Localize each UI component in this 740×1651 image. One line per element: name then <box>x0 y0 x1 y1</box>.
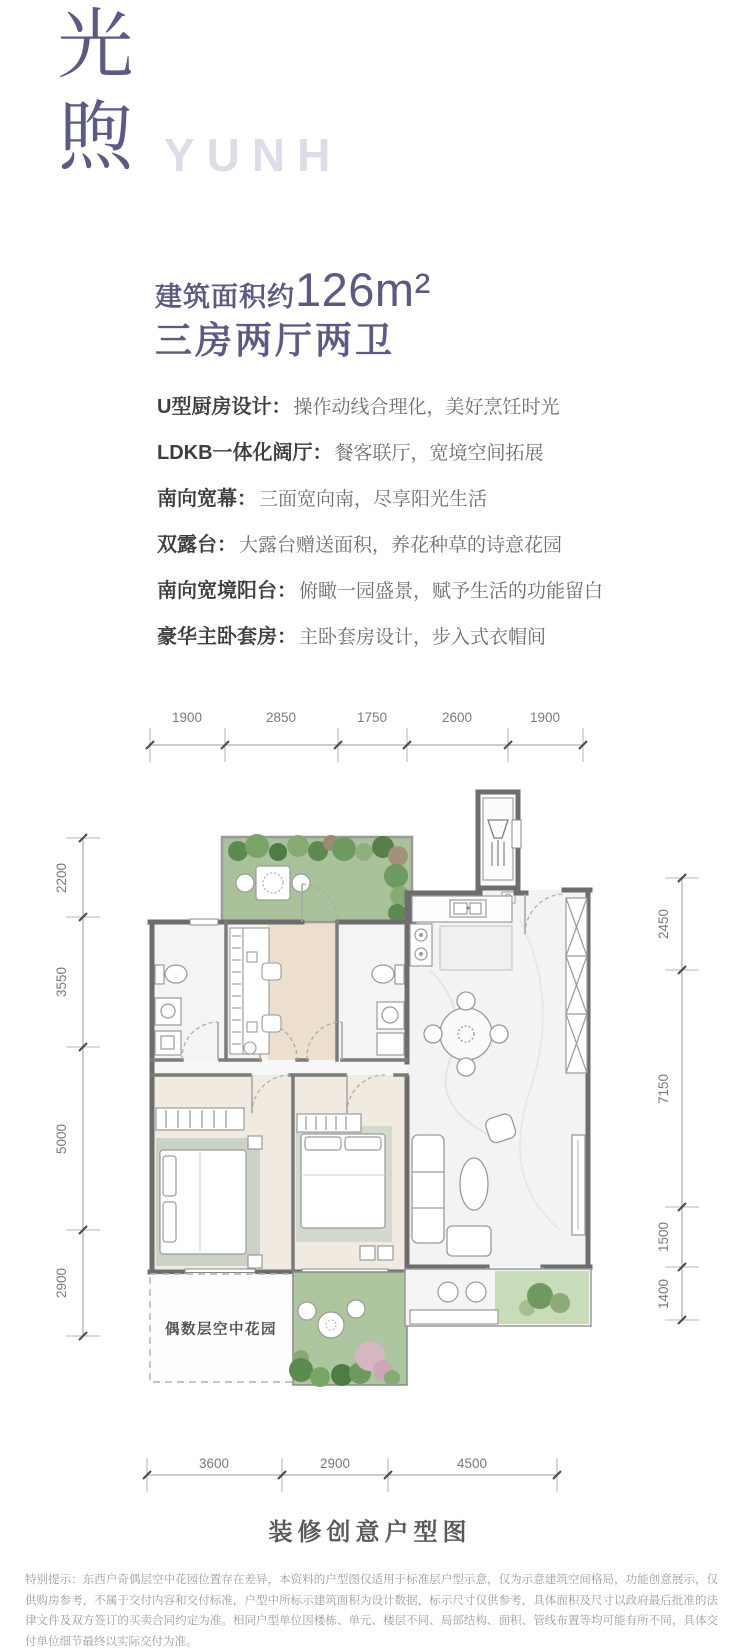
feature-text: 大露台赠送面积，养花种草的诗意花园 <box>239 535 563 556</box>
svg-text:1900: 1900 <box>529 710 561 725</box>
dimension-right <box>656 874 699 1324</box>
area-value: 126m² <box>295 263 431 316</box>
garden-terrace <box>289 1272 407 1387</box>
feature-label: 双露台： <box>157 534 237 556</box>
svg-text:2600: 2600 <box>441 710 473 725</box>
feature-text: 三面宽向南，尽享阳光生活 <box>259 489 488 510</box>
feature-item <box>157 438 627 469</box>
feature-label: 南向宽境阳台： <box>157 580 297 602</box>
brand-watermark: YUNH <box>164 129 343 181</box>
dimension-bottom <box>143 1456 561 1492</box>
svg-text:5000: 5000 <box>54 1123 69 1155</box>
entry-shaft <box>478 792 521 903</box>
svg-text:1900: 1900 <box>171 710 203 725</box>
svg-text:1750: 1750 <box>356 710 388 725</box>
feature-label: 豪华主卧套房： <box>157 626 297 648</box>
dimension-top <box>146 710 587 762</box>
plan-caption: 装修创意户型图 <box>268 1519 472 1546</box>
floor-plan <box>0 670 740 1500</box>
feature-item <box>157 392 627 423</box>
feature-label: U型厨房设计： <box>157 396 292 418</box>
svg-text:3550: 3550 <box>54 966 69 998</box>
balcony <box>405 1269 591 1326</box>
feature-label: 南向宽幕： <box>157 488 257 510</box>
room-configuration: 三房两厅两卫 <box>155 320 395 361</box>
svg-text:4500: 4500 <box>456 1456 488 1471</box>
top-terrace <box>222 834 412 922</box>
dimension-left <box>54 834 100 1340</box>
svg-text:3600: 3600 <box>198 1456 230 1471</box>
brand-title: 光煦 <box>46 4 131 188</box>
svg-text:1400: 1400 <box>656 1278 671 1310</box>
headline <box>155 262 431 317</box>
feature-text: 主卧套房设计，步入式衣帽间 <box>299 627 547 648</box>
kitchen <box>410 896 512 970</box>
feature-item <box>157 484 627 515</box>
entry-cabinets <box>566 898 587 1073</box>
svg-text:2900: 2900 <box>54 1267 69 1299</box>
sky-garden-label: 偶数层空中花园 <box>165 1322 277 1338</box>
feature-item <box>157 576 627 607</box>
feature-text: 餐客联厅，宽境空间拓展 <box>334 443 544 464</box>
disclaimer-text: 特别提示：东西户奇偶层空中花园位置存在差异，本资料的户型图仅适用于标准层户型示意，仅为示意建筑空间格局，功能创意展示，仅供购房参考，不属于交付内容和交付标准，户型中所标示建筑面积为设计数据，标示尺寸仅供参考，具体面积及尺寸以政府最后批准的法律文件及双方签订的买卖合同约定为准。相同户型单位因楼栋、单元、楼层不同、局部结构、面积、管线布置等均可能有所不同，具体交付单位细节最终以实际交付为准。 <box>25 1574 718 1649</box>
feature-list <box>157 392 627 668</box>
svg-text:1500: 1500 <box>656 1221 671 1253</box>
svg-text:2900: 2900 <box>319 1456 351 1471</box>
second-bedroom <box>296 1114 393 1260</box>
feature-item <box>157 622 627 653</box>
svg-text:2850: 2850 <box>265 710 297 725</box>
svg-text:2200: 2200 <box>54 862 69 894</box>
sky-garden <box>150 1274 293 1382</box>
svg-text:7150: 7150 <box>656 1073 671 1105</box>
svg-text:2450: 2450 <box>656 908 671 940</box>
area-label: 建筑面积约 <box>155 282 295 312</box>
feature-text: 操作动线合理化，美好烹饪时光 <box>293 397 560 418</box>
feature-label: LDKB一体化阔厅： <box>157 442 333 464</box>
feature-text: 俯瞰一园盛景，赋予生活的功能留白 <box>299 581 604 602</box>
feature-item <box>157 530 627 561</box>
bathroom-middle <box>372 965 404 1055</box>
